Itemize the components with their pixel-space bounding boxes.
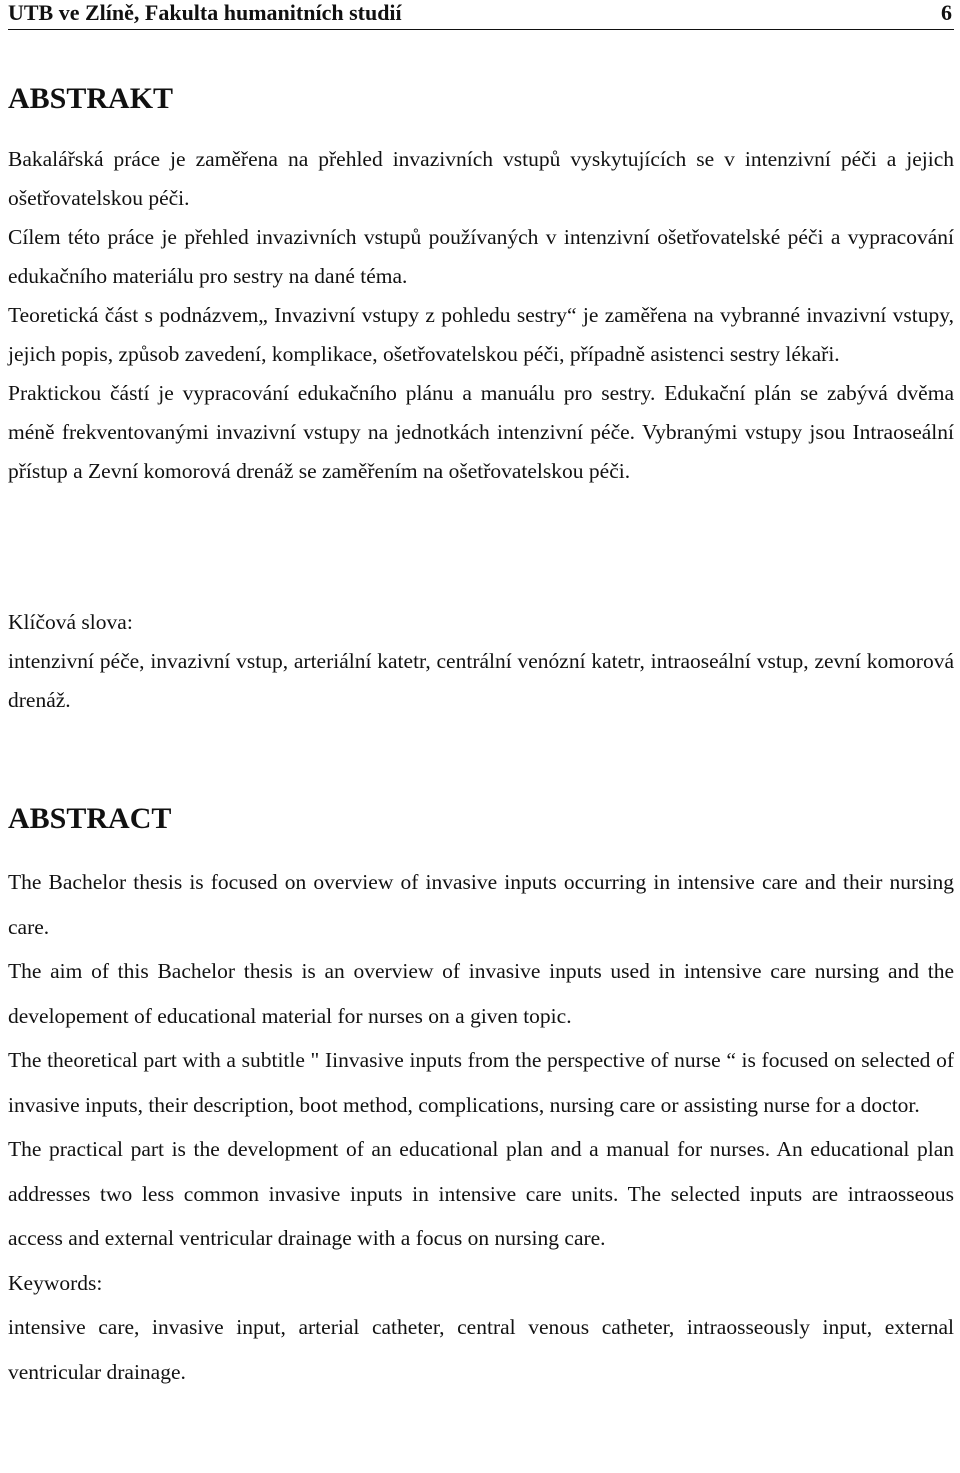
header-rule	[8, 29, 954, 30]
abstrakt-keywords-label: Klíčová slova:	[8, 610, 133, 634]
page-header	[8, 0, 954, 26]
abstract-heading: ABSTRACT	[8, 802, 172, 835]
abstrakt-body	[8, 140, 954, 491]
abstrakt-paragraph-1: Bakalářská práce je zaměřena na přehled invazivních vstupů vyskytujících se v intenzivní péči a jejich ošetřovatelskou péči.	[8, 147, 954, 210]
header-institution: UTB ve Zlíně, Fakulta humanitních studií	[8, 0, 402, 25]
abstract-paragraph-3: The theoretical part with a subtitle " Iinvasive inputs from the perspective of nurse “ is focused on selected of invasive inputs, their description, boot method, complications, nursing care or assisting nurse for a doctor.	[8, 1048, 954, 1117]
abstract-paragraph-4: The practical part is the development of an educational plan and a manual for nurses. An educational plan addresses two less common invasive inputs in intensive care units. The selected inputs are intraosseous access and external ventricular drainage with a focus on nursing care.	[8, 1137, 954, 1250]
abstrakt-paragraph-4: Praktickou částí je vypracování edukačního plánu a manuálu pro sestry. Edukační plán se zabývá dvěma méně frekventovanými invazivní vstupy na jednotkách intenzivní péče. Vybranými vstupy jsou Intraoseální přístup a Zevní komorová drenáž se zaměřením na ošetřovatelskou péči.	[8, 381, 954, 483]
abstrakt-keywords: intenzivní péče, invazivní vstup, arteriální katetr, centrální venózní katetr, intraoseální vstup, zevní komorová drenáž.	[8, 649, 954, 712]
abstrakt-paragraph-2: Cílem této práce je přehled invazivních vstupů používaných v intenzivní ošetřovatelské péči a vypracování edukačního materiálu pro sestry na dané téma.	[8, 225, 954, 288]
document-page	[8, 0, 954, 1384]
abstract-body	[8, 860, 954, 1394]
abstract-keywords-label: Keywords:	[8, 1270, 103, 1295]
abstrakt-paragraph-3: Teoretická část s podnázvem„ Invazivní vstupy z pohledu sestry“ je zaměřena na vybranné invazivní vstupy, jejich popis, způsob zavedení, komplikace, ošetřovatelskou péči, případně asistenci sestry lékaři.	[8, 303, 954, 366]
abstract-paragraph-2: The aim of this Bachelor thesis is an overview of invasive inputs used in intensive care nursing and the developement of educational material for nurses on a given topic.	[8, 959, 954, 1028]
abstrakt-heading: ABSTRAKT	[8, 82, 174, 115]
abstract-keywords: intensive care, invasive input, arterial catheter, central venous catheter, intraosseously input, external ventricular drainage.	[8, 1315, 954, 1384]
abstrakt-keywords-section	[8, 603, 954, 720]
abstract-paragraph-1: The Bachelor thesis is focused on overview of invasive inputs occurring in intensive care and their nursing care.	[8, 870, 954, 939]
page-number: 6	[941, 0, 952, 25]
